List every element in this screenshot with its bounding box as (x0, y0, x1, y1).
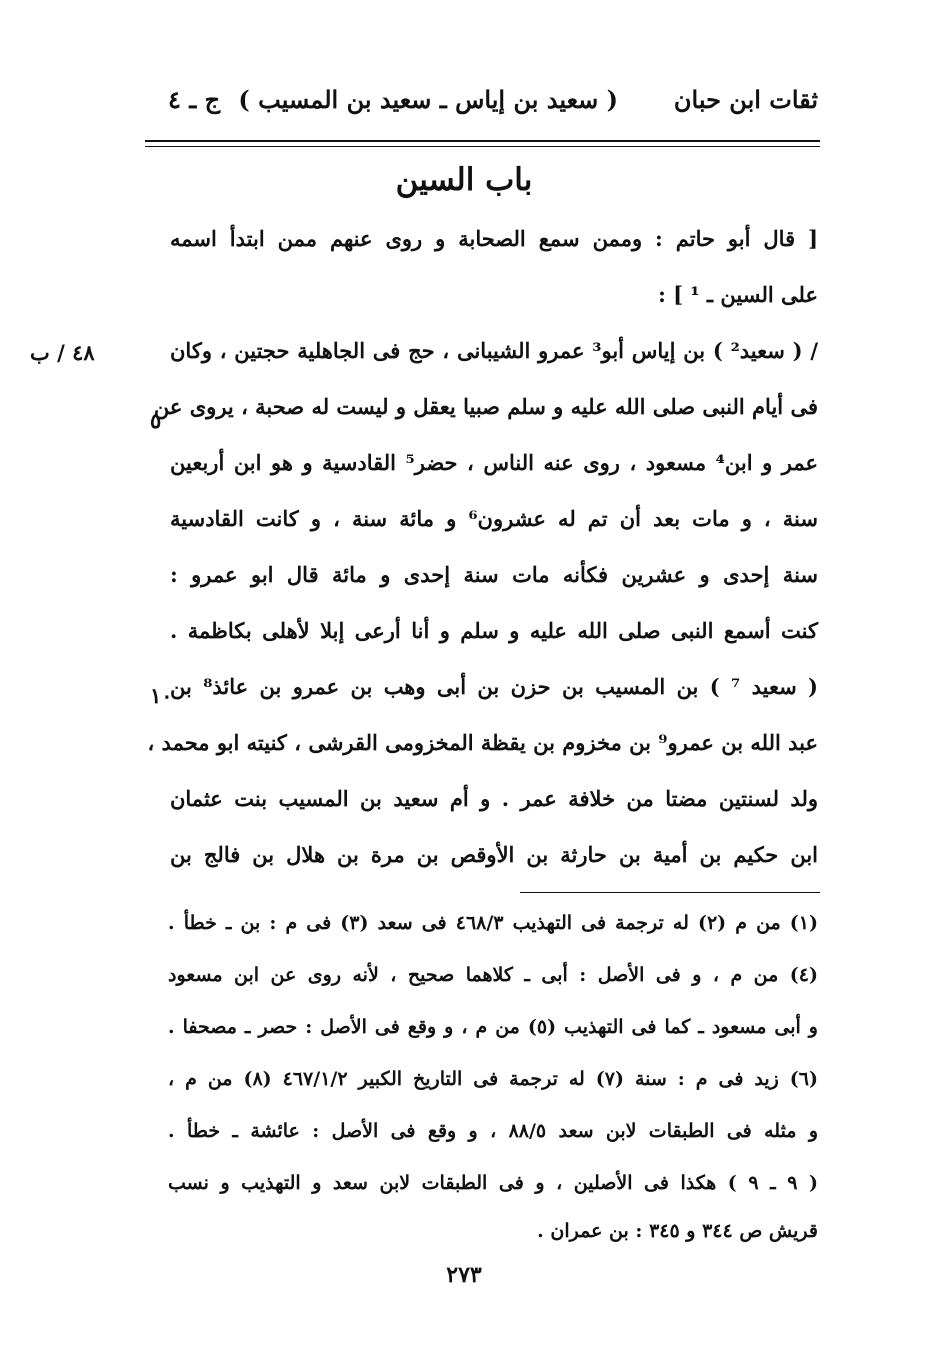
line-number-10: ١٠ (150, 683, 173, 708)
header-rule-thin (145, 146, 820, 147)
body-line: عبد الله بن عمرو⁹ بن مخزوم بن يقظة المخزومى القرشى ، كنيته ابو محمد ، (147, 730, 818, 755)
footnote-line: قريش ص ٣٤٤ و ٣٤٥ : بن عمران . (537, 1220, 818, 1242)
body-line: عمر و ابن⁴ مسعود ، روى عنه الناس ، حضر⁵ القادسية و هو ابن أربعين (170, 450, 819, 475)
footnote-line: (١) من م (٢) له ترجمة فى التهذيب ٤٦٨/٣ فى سعد (٣) فى م : بن ـ خطأ . (168, 912, 819, 934)
body-line: ابن حكيم بن أمية بن حارثة بن الأوقص بن مرة بن هلال بن فالج بن (170, 842, 818, 867)
body-line: ( سعيد ⁷ ) بن المسيب بن حزن بن أبى وهب بن عمرو بن عائذ⁸ بن (170, 674, 818, 699)
chapter-title: باب السين (395, 162, 533, 198)
page-number: ٢٧٣ (446, 1262, 482, 1288)
body-line: على السين ـ ¹ ] : (658, 282, 818, 307)
body-line: سنة إحدى و عشرين فكأنه مات سنة إحدى و مائة قال ابو عمرو : (170, 562, 818, 587)
running-header (168, 85, 818, 125)
footnote-line: ( ٩ ـ ٩ ) هكذا فى الأصلين ، و فى الطبقات لابن سعد و التهذيب و نسب (168, 1172, 819, 1194)
footnote-rule (520, 892, 820, 893)
body-line: [ قال أبو حاتم : وممن سمع الصحابة و روى عنهم ممن ابتدأ اسمه (170, 226, 818, 251)
header-book-title: ثقات ابن حبان (673, 85, 818, 114)
footnote-line: و أبى مسعود ـ كما فى التهذيب (٥) من م ، و وقع فى الأصل : حصر ـ مصحفا . (168, 1016, 818, 1038)
folio-margin-note: ٤٨ / ب (30, 340, 95, 365)
footnote-line: (٤) من م ، و فى الأصل : أبى ـ كلاهما صحيح ، لأنه روى عن ابن مسعود (168, 964, 818, 986)
header-rule-thick (145, 140, 820, 142)
body-line: سنة ، و مات بعد أن تم له عشرون⁶ و مائة سنة ، و كانت القادسية (170, 506, 818, 531)
body-line: كنت أسمع النبى صلى الله عليه و سلم و أنا أرعى إبلا لأهلى بكاظمة . (170, 618, 818, 643)
footnote-line: (٦) زيد فى م : سنة (٧) له ترجمة فى التاريخ الكبير ٤٦٧/١/٢ (٨) من م ، (168, 1068, 819, 1090)
body-line: / ( سعيد² ) بن إياس أبو³ عمرو الشيبانى ، حج فى الجاهلية حجتين ، وكان (170, 338, 818, 363)
line-number-5: ٥ (150, 408, 162, 433)
header-section: ( سعيد بن إياس ـ سعيد بن المسيب ) (238, 85, 618, 114)
body-line: فى أيام النبى صلى الله عليه و سلم صبيا يعقل و ليست له صحبة ، يروى عن (153, 394, 818, 419)
body-line: ولد لسنتين مضتا من خلافة عمر . و أم سعيد بن المسيب بنت عثمان (170, 786, 818, 811)
footnote-line: و مثله فى الطبقات لابن سعد ٨٨/٥ ، و وقع فى الأصل : عائشة ـ خطأ . (168, 1120, 818, 1142)
header-volume: ج ـ ٤ (168, 85, 221, 114)
